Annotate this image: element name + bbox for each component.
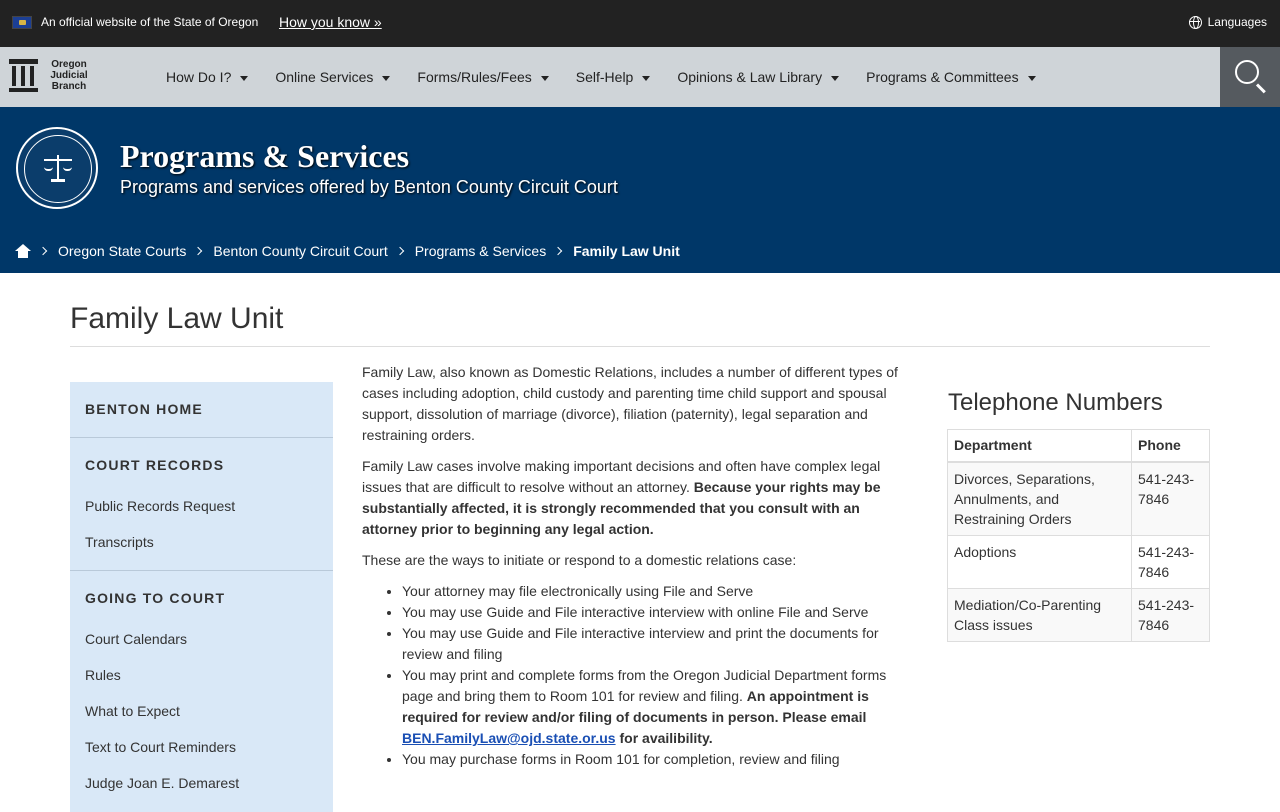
caret-down-icon bbox=[831, 76, 839, 81]
page-hero bbox=[0, 107, 1280, 273]
intro-paragraph: Family Law, also known as Domestic Relations, includes a number of different types of cases including adoption, child custody and parenting time child support and spousal support, dissolution of marriage (divorce), filiation (paternity), legal separation and restraining orders. bbox=[362, 364, 898, 443]
ways-list bbox=[402, 581, 907, 770]
table-row bbox=[948, 535, 1210, 588]
chevron-right-icon bbox=[39, 247, 47, 255]
hero-subtitle: Programs and services offered by Benton County Circuit Court bbox=[120, 177, 618, 197]
list-item: • Your attorney may file electronically using File and Serve bbox=[402, 581, 907, 602]
table-row bbox=[948, 462, 1210, 536]
caret-down-icon bbox=[642, 76, 650, 81]
chevron-right-icon bbox=[554, 247, 562, 255]
sidebar-benton-home[interactable]: BENTON HOME bbox=[85, 401, 203, 417]
sidebar-court-records[interactable]: COURT RECORDS bbox=[85, 457, 225, 473]
caret-down-icon bbox=[382, 76, 390, 81]
sidebar-what-to-expect[interactable]: What to Expect bbox=[85, 703, 180, 719]
languages-button[interactable] bbox=[1189, 15, 1267, 29]
main-content bbox=[362, 362, 907, 770]
list-item: • You may use Guide and File interactive interview and print the documents for review and filing bbox=[402, 623, 907, 665]
sidebar-transcripts[interactable]: Transcripts bbox=[85, 534, 154, 550]
breadcrumb-oregon-state-courts[interactable]: Oregon State Courts bbox=[58, 243, 187, 259]
nav-online-services[interactable]: Online Services bbox=[275, 69, 390, 85]
telephone-table bbox=[947, 429, 1210, 642]
caret-down-icon bbox=[541, 76, 549, 81]
breadcrumb-current: Family Law Unit bbox=[573, 243, 680, 259]
breadcrumb bbox=[15, 243, 680, 259]
globe-icon bbox=[1189, 16, 1202, 29]
chevron-right-icon bbox=[194, 247, 202, 255]
column-header-department: Department bbox=[948, 430, 1132, 462]
list-item: • You may purchase forms in Room 101 for completion, review and filing bbox=[402, 749, 907, 770]
advice-paragraph: Family Law cases involve making important decisions and often have complex legal issues that are difficult to resolve without an attorney. Because your rights may be substantially affected, it is strongly recommended that you consult with an attorney prior to beginning any legal action. bbox=[362, 458, 881, 537]
list-item: • You may use Guide and File interactive interview with online File and Serve bbox=[402, 602, 907, 623]
home-icon[interactable] bbox=[15, 244, 31, 258]
column-header-phone: Phone bbox=[1132, 430, 1210, 462]
department-cell: Mediation/Co-Parenting Class issues bbox=[948, 588, 1132, 641]
logo-text: Oregon Judicial Branch bbox=[50, 59, 88, 92]
search-button[interactable] bbox=[1220, 47, 1280, 107]
nav-self-help[interactable]: Self-Help bbox=[576, 69, 651, 85]
sidebar-going-to-court[interactable]: GOING TO COURT bbox=[85, 590, 226, 606]
hero-title: Programs & Services bbox=[120, 138, 410, 174]
nav-how-do-i[interactable]: How Do I? bbox=[166, 69, 248, 85]
nav-forms-rules-fees[interactable]: Forms/Rules/Fees bbox=[417, 69, 548, 85]
page-title: Family Law Unit bbox=[70, 302, 284, 335]
judicial-department-seal bbox=[16, 127, 98, 209]
sidebar-divider bbox=[70, 570, 333, 571]
department-cell: Adoptions bbox=[948, 535, 1132, 588]
sidebar-public-records-request[interactable]: Public Records Request bbox=[85, 498, 236, 514]
how-you-know-link[interactable]: How you know » bbox=[279, 14, 382, 30]
phone-cell: 541-243-7846 bbox=[1132, 588, 1210, 641]
official-site-banner bbox=[0, 0, 1280, 47]
languages-label: Languages bbox=[1207, 15, 1267, 29]
title-divider bbox=[70, 346, 1210, 347]
family-law-email-link[interactable]: BEN.FamilyLaw@ojd.state.or.us bbox=[402, 730, 616, 746]
telephone-heading: Telephone Numbers bbox=[948, 389, 1163, 416]
official-site-text: An official website of the State of Oregon bbox=[41, 15, 259, 29]
phone-cell: 541-243-7846 bbox=[1132, 535, 1210, 588]
sidebar-rules[interactable]: Rules bbox=[85, 667, 121, 683]
sidebar-text-reminders[interactable]: Text to Court Reminders bbox=[85, 739, 236, 755]
table-row bbox=[948, 588, 1210, 641]
phone-cell: 541-243-7846 bbox=[1132, 462, 1210, 536]
sidebar-judge[interactable]: Judge Joan E. Demarest bbox=[85, 775, 240, 791]
sidebar bbox=[70, 382, 333, 812]
pillar-icon bbox=[9, 59, 38, 92]
nav-opinions-law-library[interactable]: Opinions & Law Library bbox=[677, 69, 839, 85]
sidebar-court-calendars[interactable]: Court Calendars bbox=[85, 631, 187, 647]
ojb-logo[interactable] bbox=[9, 59, 92, 92]
caret-down-icon bbox=[1028, 76, 1036, 81]
breadcrumb-programs-services[interactable]: Programs & Services bbox=[414, 243, 547, 259]
breadcrumb-benton-county[interactable]: Benton County Circuit Court bbox=[213, 243, 388, 259]
nav-programs-committees[interactable]: Programs & Committees bbox=[866, 69, 1035, 85]
scales-icon bbox=[44, 153, 72, 183]
search-icon bbox=[1235, 60, 1259, 84]
department-cell: Divorces, Separations, Annulments, and Restraining Orders bbox=[948, 462, 1132, 536]
caret-down-icon bbox=[240, 76, 248, 81]
sidebar-divider bbox=[70, 437, 333, 438]
chevron-right-icon bbox=[395, 247, 403, 255]
ways-intro: These are the ways to initiate or respond to a domestic relations case: bbox=[362, 552, 797, 568]
oregon-flag-icon bbox=[12, 16, 32, 29]
list-item: • You may print and complete forms from the Oregon Judicial Department forms page and bring them to Room 101 for review and filing. An appointment is required for review and/or filing of documents in person. Please email BEN.FamilyLaw@ojd.state.or.us for availibility. bbox=[402, 665, 907, 749]
main-nav bbox=[0, 47, 1280, 107]
